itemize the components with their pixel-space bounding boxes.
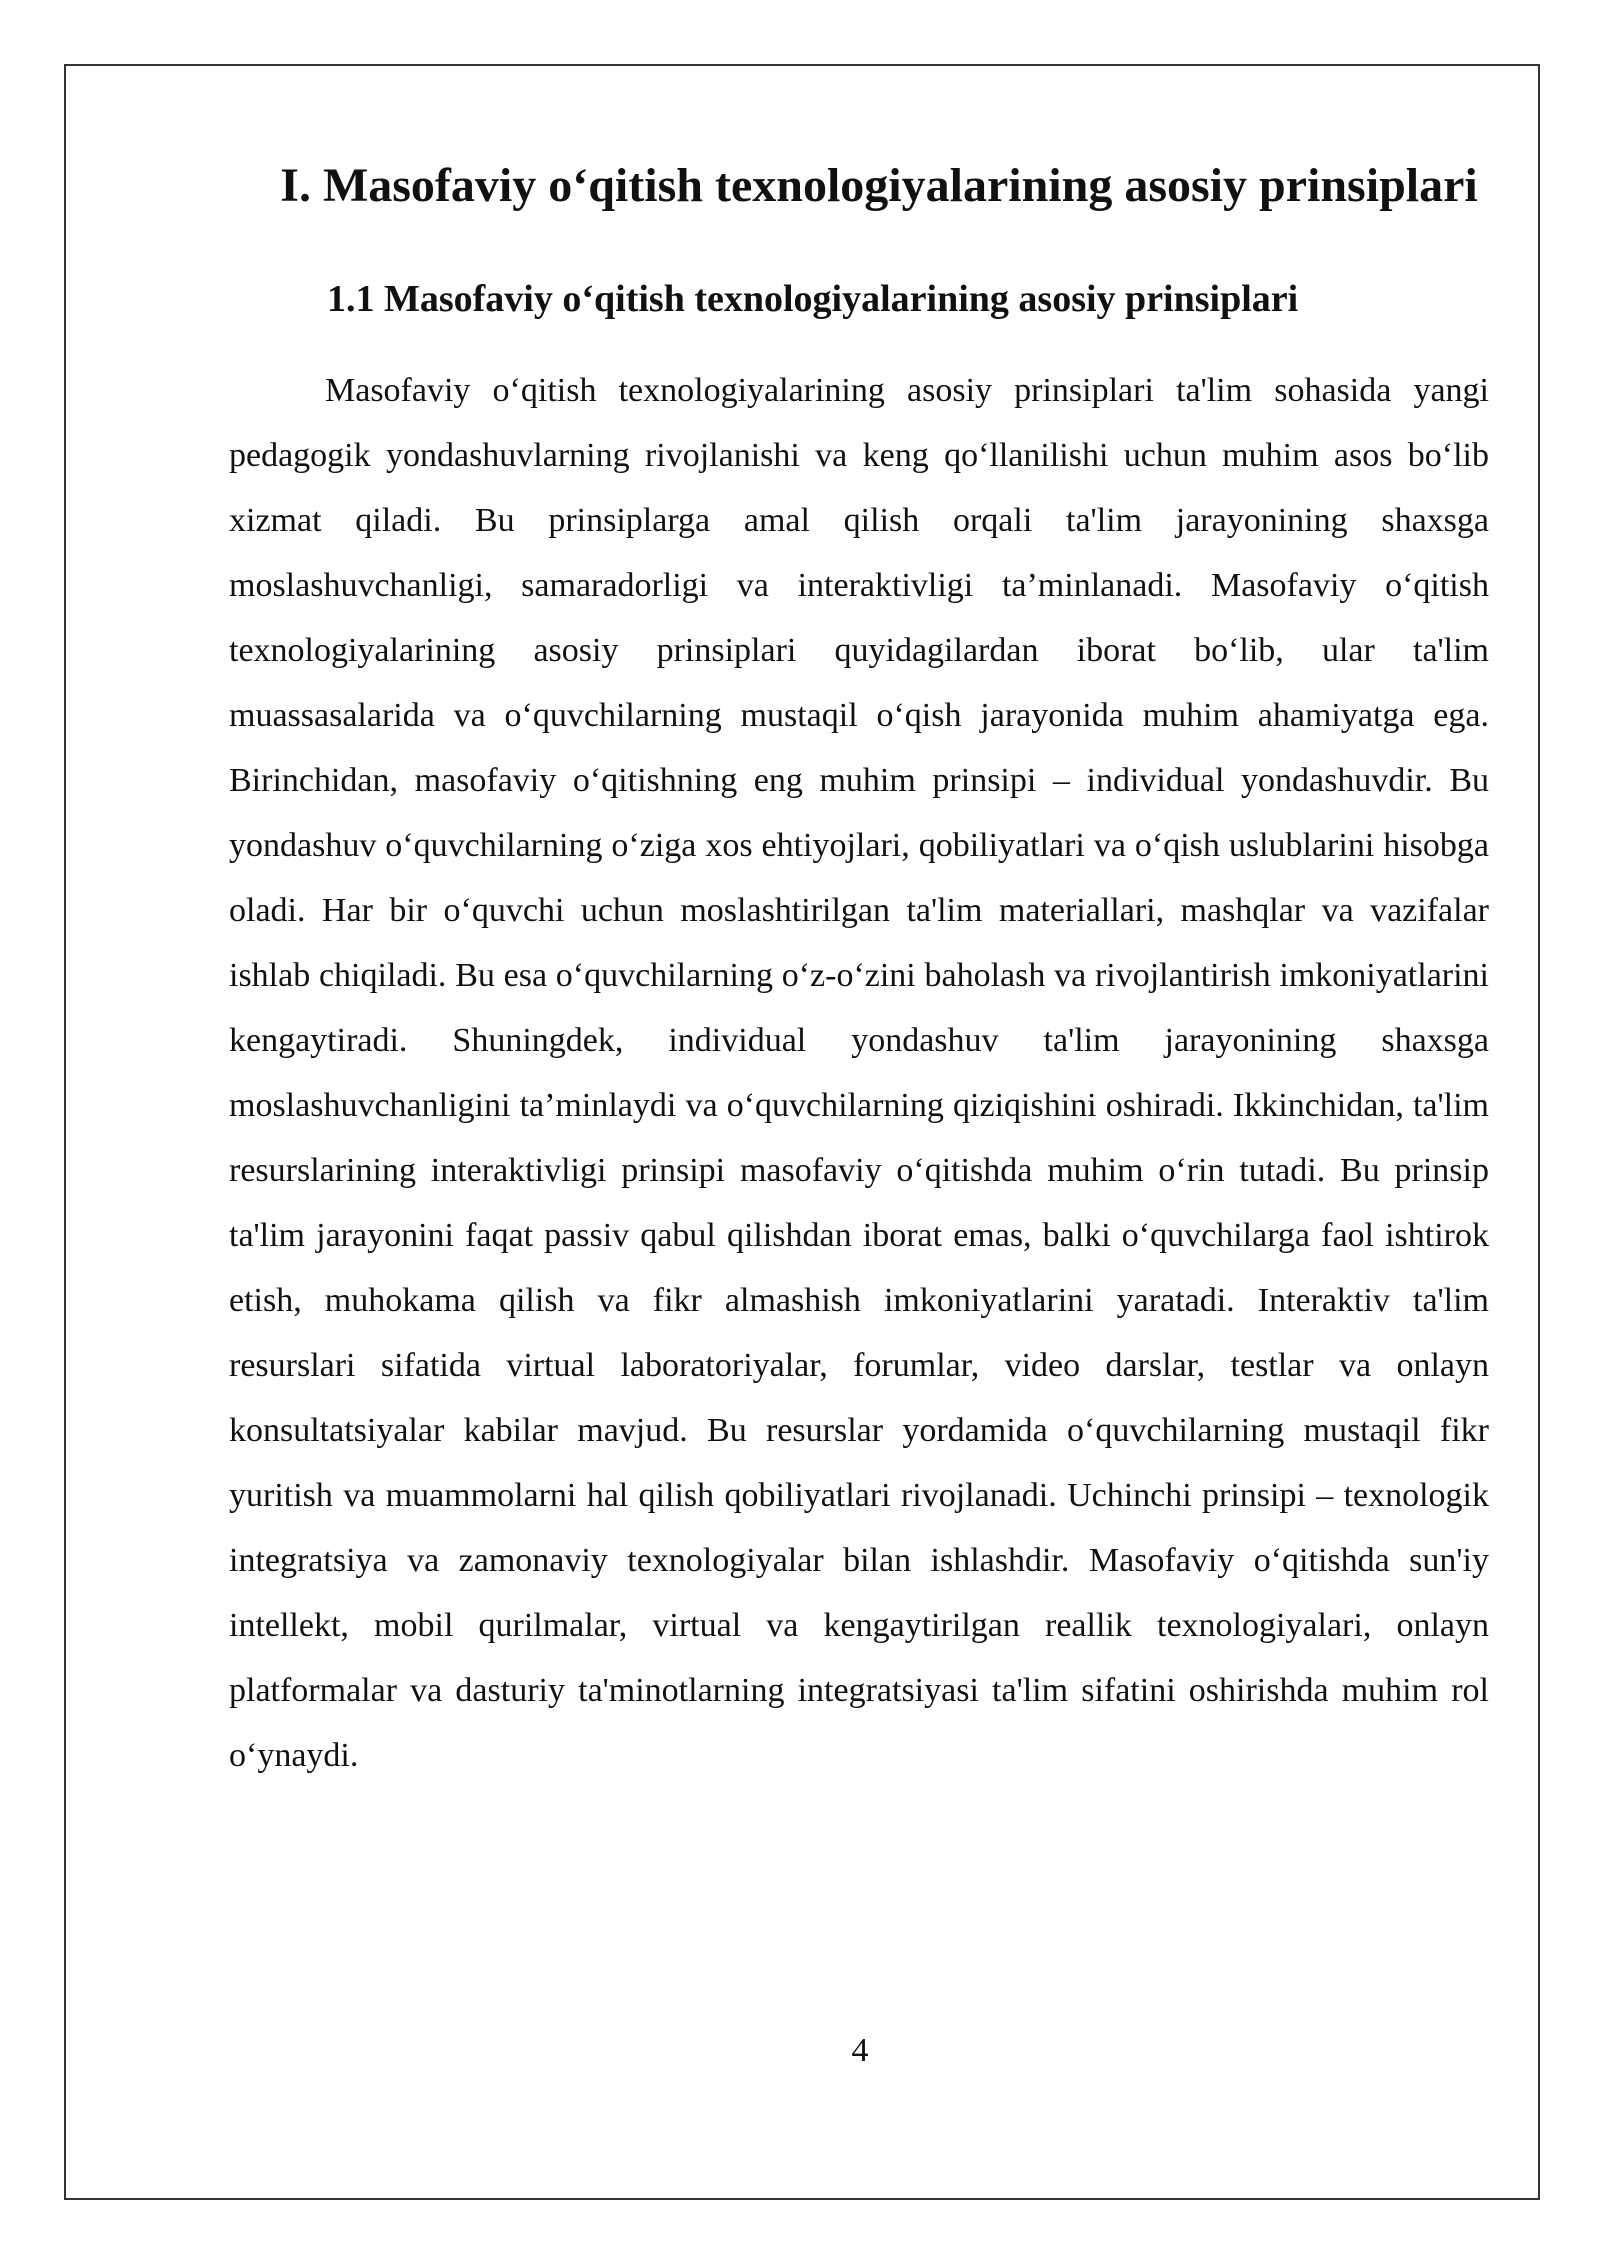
page-number: 4	[851, 2032, 869, 2069]
section-title: 1.1 Masofaviy o‘qitish texnologiyalarining asosiy prinsiplari	[327, 278, 1299, 320]
chapter-title: I. Masofaviy o‘qitish texnologiyalarining asosiy prinsiplari	[280, 159, 1478, 212]
body-paragraph: Masofaviy o‘qitish texnologiyalarining asosiy prinsiplari ta'lim sohasida yangi pedagogik yondashuvlarning rivojlanishi va keng qo‘llanilishi uchun muhim asos bo‘lib xizmat qiladi. Bu prinsiplarga amal qilish orqali ta'lim jarayonining shaxsga moslashuvchanligi, samaradorligi va interaktivligi ta’minlanadi. Masofaviy o‘qitish texnologiyalarining asosiy prinsiplari quyidagilardan iborat bo‘lib, ular ta'lim muassasalarida va o‘quvchilarning mustaqil o‘qish jarayonida muhim ahamiyatga ega. Birinchidan, masofaviy o‘qitishning eng muhim prinsipi – individual yondashuvdir. Bu yondashuv o‘quvchilarning o‘ziga xos ehtiyojlari, qobiliyatlari va o‘qish uslublarini hisobga oladi. Har bir o‘quvchi uchun moslashtirilgan ta'lim materiallari, mashqlar va vazifalar ishlab chiqiladi. Bu esa o‘quvchilarning o‘z-o‘zini baholash va rivojlantirish imkoniyatlarini kengaytiradi. Shuningdek, individual yondashuv ta'lim jarayonining shaxsga moslashuvchanligini ta’minlaydi va o‘quvchilarning qiziqishini oshiradi. Ikkinchidan, ta'lim resurslarining interaktivligi prinsipi masofaviy o‘qitishda muhim o‘rin tutadi. Bu prinsip ta'lim jarayonini faqat passiv qabul qilishdan iborat emas, balki o‘quvchilarga faol ishtirok etish, muhokama qilish va fikr almashish imkoniyatlarini yaratadi. Interaktiv ta'lim resurslari sifatida virtual laboratoriyalar, forumlar, video darslar, testlar va onlayn konsultatsiyalar kabilar mavjud. Bu resurslar yordamida o‘quvchilarning mustaqil fikr yuritish va muammolarni hal qilish qobiliyatlari rivojlanadi. Uchinchi prinsipi – texnologik integratsiya va zamonaviy texnologiyalar bilan ishlashdir. Masofaviy o‘qitishda sun'iy intellekt, mobil qurilmalar, virtual va kengaytirilgan reallik texnologiyalari, onlayn platformalar va dasturiy ta'minotlarning integratsiyasi ta'lim sifatini oshirishda muhim rol o‘ynaydi.	[229, 372, 1489, 1774]
page-content	[229, 140, 1489, 1788]
